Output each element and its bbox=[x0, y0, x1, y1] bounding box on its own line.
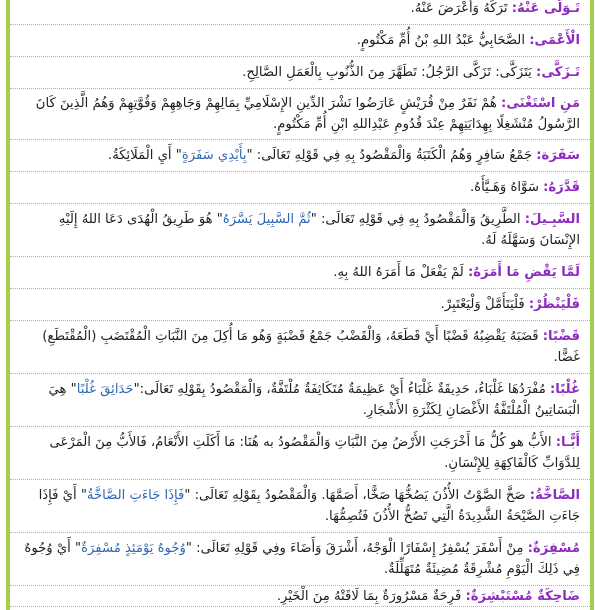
entry-term: السَّبِـيلَ: bbox=[524, 212, 580, 227]
entry-definition: فَلْيَتَأَمَّلْ وَلْيَعْتَبِرْ. bbox=[440, 297, 529, 312]
quran-verse: وُجُوهٌ يَوْمَئِذٍ مُسْفِرَةٌ bbox=[81, 541, 186, 556]
entry-definition: هُمْ نَفَرٌ مِنْ قُرَيْشٍ عَارَضُوا نَشْرَ الدِّينِ الإِسْلَامِيِّ بِمَالِهِمْ وَجَاهِهِمْ وَقُوَّتِهِمْ وَهُمُ الَّذِينَ كَانَ الرَّسُولُ مُنْشَغِلًا بِهِدَايَتِهِمْ عِنْدَ قُدُومِ عَبْدِاللهِ ابْنِ أُمِّ مَكْتُومٍ. bbox=[35, 96, 580, 132]
entry-definition: لَمْ يَفْعَلْ مَا أَمَرَهُ اللهُ بِهِ. bbox=[333, 265, 468, 280]
glossary-entry bbox=[10, 57, 590, 89]
entry-definition: مُفْرَدُهَا غَلْبَاءُ، حَدِيقَةٌ غَلْبَاءُ أَيْ عَظِيمَةٌ مُتَكَاثِفَةٌ مُلْتَفَّةٌ، وَالْمَقْصُودُ بِقَوْلِهِ تَعَالَى:" bbox=[133, 382, 550, 397]
entry-definition: الطَّرِيقُ وَالْمَقْصُودُ بِهِ فِي قَوْلِهِ تَعَالَى: " bbox=[310, 212, 525, 227]
entry-term: فَلْيَنْظُرْ: bbox=[528, 297, 580, 312]
entry-term: الصَّاخَّةُ: bbox=[529, 488, 580, 503]
entry-explanation: " هِيَ الْبَسَاتِينُ الْمُلْتَفَّةُ الأَغْصَانِ لِكَثْرَةِ الأَشْجَارِ. bbox=[48, 382, 580, 418]
quran-verse: فَإِذَا جَاءَتِ الصَّاخَّةُ bbox=[86, 488, 185, 503]
glossary-entry bbox=[10, 586, 590, 607]
glossary-entry bbox=[10, 480, 590, 533]
glossary-panel bbox=[6, 0, 594, 610]
glossary-entry bbox=[10, 374, 590, 427]
glossary-entry bbox=[10, 172, 590, 204]
entry-explanation: " أَيِ الْمَلَائِكَةُ. bbox=[108, 148, 182, 163]
glossary-entry bbox=[10, 140, 590, 172]
entry-definition: الأَبُّ هو كُلُّ مَا أَخْرَجَتِ الأَرْضُ مِنَ النَّبَاتِ وَالْمَقْصُودُ به هُنَا: مَا أَكَلَتِ الأَنْعَامُ، فَالأَبُّ مِنَ الْمَرْعَى لِلدَّوَابِّ كَالْفَاكِهَةِ لِلإِنْسَانِ. bbox=[49, 435, 580, 471]
glossary-entry bbox=[10, 533, 590, 586]
entry-definition: سَوَّاهُ وَهَـيَّأَهُ. bbox=[469, 180, 544, 195]
entry-term: قَدَّرَهُ: bbox=[543, 180, 580, 195]
entry-term: غُلْبًا: bbox=[549, 382, 580, 397]
entry-term: أَبًّـا: bbox=[555, 435, 580, 450]
quran-verse: بِأَيْدِي سَفَرَةٍ bbox=[181, 148, 247, 163]
entry-definition: مِنْ أَسْفَرَ يُسْفِرُ إِسْفَارًا الْوَجْهُ، أَشْرَقَ وَأَضَاءَ وفِي قَوْلِهِ تَعَالَى: " bbox=[185, 541, 528, 556]
entry-definition: فَرِحَةٌ مَسْرُورَةٌ بِمَا لَاقَتْهُ مِنَ الْخَيْرِ. bbox=[276, 589, 466, 604]
quran-verse: ثُمَّ السَّبِيلَ يَسَّرَهُ bbox=[222, 212, 311, 227]
glossary-list bbox=[10, 0, 590, 607]
glossary-entry bbox=[10, 427, 590, 480]
entry-term: لَمَّا يَقْضِ مَا أَمَرَهُ: bbox=[467, 265, 580, 280]
entry-explanation: " هُوَ طَرِيقُ الْهُدَى دَعَا اللهُ إِلَيْهِ الإِنْسَانَ وَسَهَّلَهُ لَهُ. bbox=[58, 212, 580, 248]
glossary-entry bbox=[10, 321, 590, 374]
entry-definition: صَخَّ الصَّوْتُ الأُذُنَ يَصُخُّهَا صَخًّا، أَصَمَّهَا. وَالْمَقْصُودُ بِقَوْلِهِ تَعَالَى: " bbox=[184, 488, 530, 503]
entry-term: ضَاحِكَةٌ مُسْتَبْشِرَةٌ: bbox=[465, 589, 580, 604]
entry-explanation: " أَيْ وُجُوهٌ فِي ذَلِكَ الْيَوْمِ مُشْرِقَةٌ مُضِيئَةٌ مُتَهَلِّلَةٌ. bbox=[24, 541, 580, 577]
entry-definition: تَرَكَهُ وَأَعْرَضَ عَنْهُ. bbox=[410, 0, 512, 16]
entry-term: سَفَرَة: bbox=[536, 148, 580, 163]
quran-verse: حَدَائِقَ غُلْبًا bbox=[76, 382, 134, 397]
glossary-entry bbox=[10, 257, 590, 289]
entry-definition: جَمْعُ سَافِرٍ وَهُمُ الْكَتَبَةُ وَالْمَقْصُودُ بِهِ فِي قَوْلِهِ تَعَالَى: " bbox=[246, 148, 537, 163]
entry-definition: قَضَبَهُ يَقْضِبُهُ قَضْبًا أَيْ قَطَعَهُ، وَالْقَضْبُ جَمْعُ قَضْبَةٍ وَهُو مَا أُكِلَ مِنَ النَّبَاتِ الْمُقْتَضَبِ (الْمُقْتَطَعِ) غَضًّا. bbox=[42, 329, 580, 365]
glossary-entry bbox=[10, 25, 590, 57]
entry-explanation: " أَيْ فَإِذَا جَاءَتِ الصَّيْحَةُ الشَّدِيدَةُ الَّتِي تَصُخُّ الأُذُنَ فَتُصِمُّهَا. bbox=[38, 488, 580, 524]
entry-term: الْأَعْمَى: bbox=[529, 33, 580, 48]
glossary-entry bbox=[10, 89, 590, 140]
glossary-entry bbox=[10, 204, 590, 257]
entry-definition: الصَّحَابِيُّ عَبْدُ اللهِ بْنُ أُمِّ مَكْتُومٍ. bbox=[356, 33, 530, 48]
entry-term: مُسْفِرَةٌ: bbox=[527, 541, 580, 556]
entry-definition: يَتَزَكَّى: تَزَكَّى الرَّجُلُ: تَطَهَّرَ مِنَ الذُّنُوبِ بِالْعَمَلِ الصَّالِحِ. bbox=[242, 65, 537, 80]
entry-term: تَـوَلَّى عَنْهُ: bbox=[511, 0, 580, 16]
glossary-entry bbox=[10, 0, 590, 25]
entry-term: قَضْبًا: bbox=[542, 329, 580, 344]
entry-term: مَنِ اسْتَغْنَى: bbox=[501, 96, 580, 111]
entry-term: تَـزَكَّى: bbox=[536, 65, 580, 80]
glossary-entry bbox=[10, 289, 590, 321]
